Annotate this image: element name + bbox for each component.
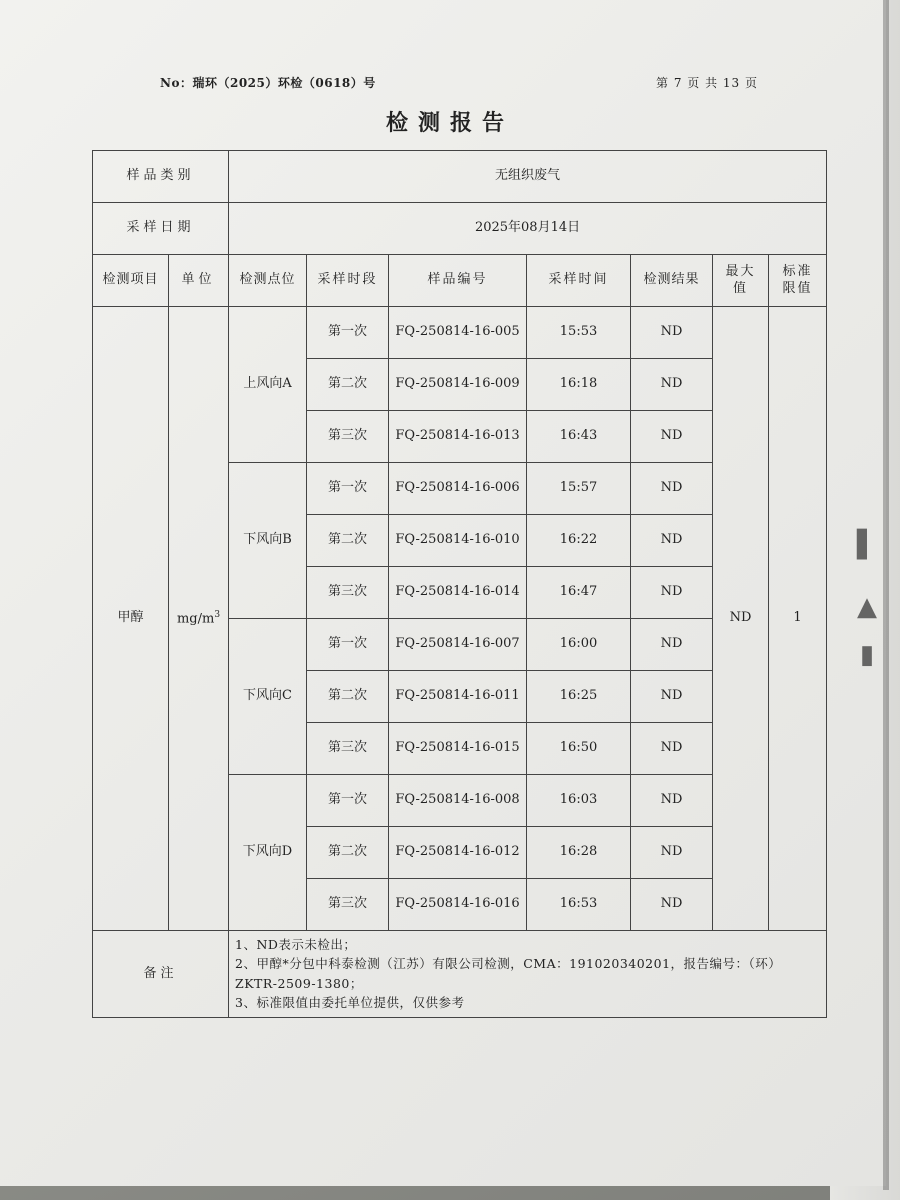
unit-cell <box>169 307 229 931</box>
sampling-date-label: 采样日期 <box>93 203 229 255</box>
result-cell: ND <box>631 619 713 671</box>
period-cell: 第二次 <box>307 359 389 411</box>
period-cell: 第三次 <box>307 567 389 619</box>
result-cell: ND <box>631 723 713 775</box>
remark-line-2: 2、甲醇*分包中科泰检测（江苏）有限公司检测，CMA：191020340201，报告编号：（环）ZKTR-2509-1380； <box>235 956 782 991</box>
period-cell: 第三次 <box>307 879 389 931</box>
time-cell: 16:03 <box>527 775 631 827</box>
result-cell: ND <box>631 775 713 827</box>
remark-line-1: 1、ND表示未检出； <box>235 937 357 952</box>
point-cell: 下风向C <box>229 619 307 775</box>
period-cell: 第二次 <box>307 515 389 567</box>
period-cell: 第一次 <box>307 775 389 827</box>
sample-type-label: 样品类别 <box>93 151 229 203</box>
sample-id-cell: FQ-250814-16-010 <box>389 515 527 567</box>
sample-id-cell: FQ-250814-16-014 <box>389 567 527 619</box>
time-cell: 16:43 <box>527 411 631 463</box>
result-cell: ND <box>631 359 713 411</box>
result-cell: ND <box>631 671 713 723</box>
result-cell: ND <box>631 567 713 619</box>
col-sampling-time: 采样时间 <box>527 255 631 307</box>
point-cell: 上风向A <box>229 307 307 463</box>
period-cell: 第三次 <box>307 411 389 463</box>
time-cell: 15:53 <box>527 307 631 359</box>
col-period: 采样时段 <box>307 255 389 307</box>
result-cell: ND <box>631 515 713 567</box>
page-indicator: 第 7 页 共 13 页 <box>656 76 758 90</box>
remark-line-3: 3、标准限值由委托单位提供，仅供参考 <box>235 995 465 1011</box>
col-item: 检测项目 <box>93 255 169 307</box>
unit-superscript: 3 <box>214 609 221 620</box>
sample-id-cell: FQ-250814-16-016 <box>389 879 527 931</box>
result-cell: ND <box>631 827 713 879</box>
sample-id-cell: FQ-250814-16-015 <box>389 723 527 775</box>
period-cell: 第一次 <box>307 307 389 359</box>
time-cell: 16:53 <box>527 879 631 931</box>
report-number: No：瑞环（2025）环检（0618）号 <box>160 76 376 90</box>
col-limit: 标准限值 <box>769 255 827 307</box>
item-cell: 甲醇 <box>93 307 169 931</box>
time-cell: 16:22 <box>527 515 631 567</box>
sampling-date-value: 2025年08月14日 <box>229 203 827 255</box>
remarks-row <box>93 931 827 1018</box>
col-unit: 单位 <box>169 255 229 307</box>
page-edge-shadow <box>883 0 889 1190</box>
unit-text: mg/m <box>176 611 215 627</box>
time-cell: 16:28 <box>527 827 631 879</box>
period-cell: 第二次 <box>307 827 389 879</box>
col-point: 检测点位 <box>229 255 307 307</box>
sample-id-cell: FQ-250814-16-005 <box>389 307 527 359</box>
sampling-date-row <box>93 203 827 255</box>
col-sample-id: 样品编号 <box>389 255 527 307</box>
point-cell: 下风向D <box>229 775 307 931</box>
sample-id-cell: FQ-250814-16-008 <box>389 775 527 827</box>
bleed-through-mark: ▲ <box>857 592 877 622</box>
bleed-through-mark: ▌ <box>857 530 877 560</box>
period-cell: 第二次 <box>307 671 389 723</box>
time-cell: 16:47 <box>527 567 631 619</box>
time-cell: 15:57 <box>527 463 631 515</box>
time-cell: 16:18 <box>527 359 631 411</box>
point-cell: 下风向B <box>229 463 307 619</box>
col-max: 最大值 <box>713 255 769 307</box>
time-cell: 16:25 <box>527 671 631 723</box>
sample-id-cell: FQ-250814-16-012 <box>389 827 527 879</box>
result-cell: ND <box>631 307 713 359</box>
sample-id-cell: FQ-250814-16-006 <box>389 463 527 515</box>
sample-type-value: 无组织废气 <box>229 151 827 203</box>
period-cell: 第一次 <box>307 463 389 515</box>
period-cell: 第一次 <box>307 619 389 671</box>
column-header-row <box>93 255 827 307</box>
remarks-content <box>229 931 827 1018</box>
table-row <box>93 307 827 359</box>
time-cell: 16:00 <box>527 619 631 671</box>
time-cell: 16:50 <box>527 723 631 775</box>
report-title: 检测报告 <box>385 110 514 136</box>
remarks-label: 备注 <box>93 931 229 1018</box>
sample-type-row <box>93 151 827 203</box>
col-result: 检测结果 <box>631 255 713 307</box>
sample-id-cell: FQ-250814-16-007 <box>389 619 527 671</box>
result-cell: ND <box>631 411 713 463</box>
period-cell: 第三次 <box>307 723 389 775</box>
bleed-through-mark: ▮ <box>859 640 875 670</box>
max-cell: ND <box>713 307 769 931</box>
sample-id-cell: FQ-250814-16-009 <box>389 359 527 411</box>
report-table <box>92 150 827 1018</box>
limit-cell: 1 <box>769 307 827 931</box>
sample-id-cell: FQ-250814-16-011 <box>389 671 527 723</box>
sample-id-cell: FQ-250814-16-013 <box>389 411 527 463</box>
result-cell: ND <box>631 879 713 931</box>
result-cell: ND <box>631 463 713 515</box>
